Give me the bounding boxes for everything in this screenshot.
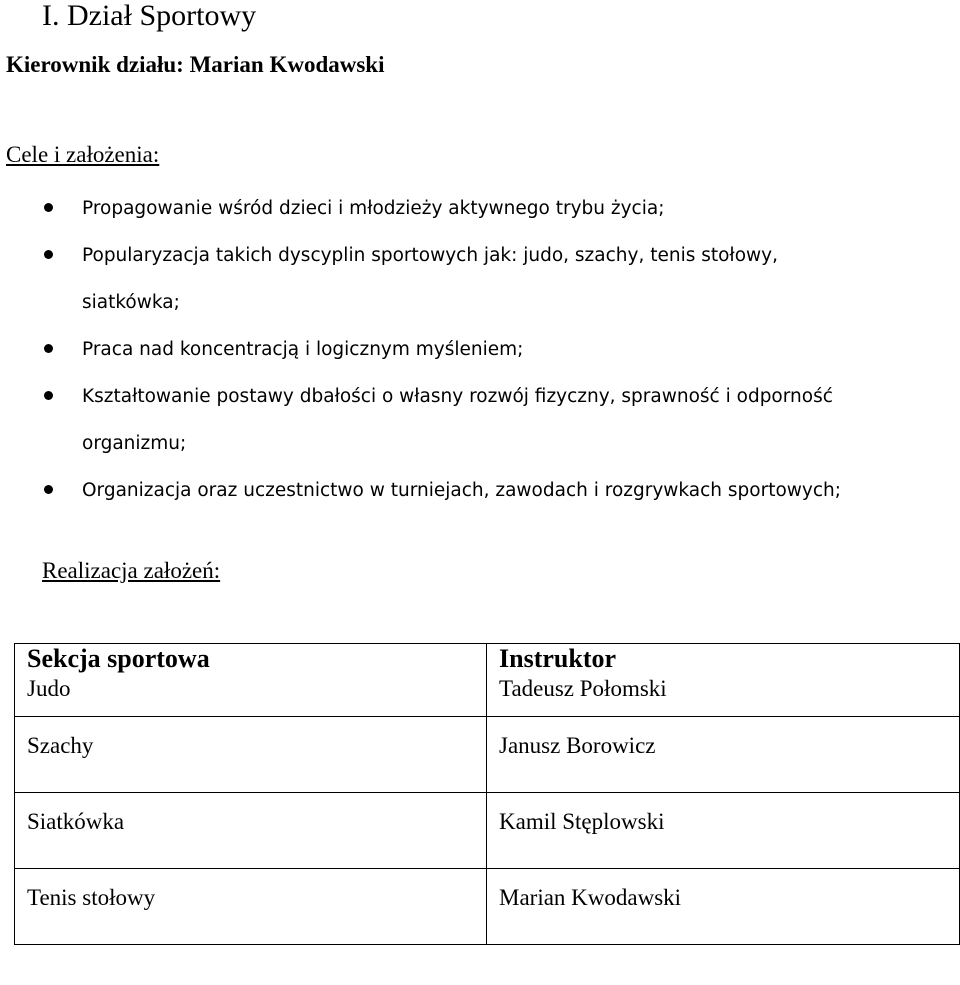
bullet-icon [44, 391, 53, 400]
table-cell [487, 793, 960, 869]
list-item [0, 232, 960, 326]
list-item-text: Praca nad koncentracją i logicznym myśleniem; [82, 339, 524, 360]
table-cell [15, 869, 487, 945]
list-item-text: Propagowanie wśród dzieci i młodzieży aktywnego trybu życia; [82, 198, 665, 219]
list-item-text: Organizacja oraz uczestnictwo w turniejach, zawodach i rozgrywkach sportowych; [82, 480, 841, 501]
table-cell [15, 717, 487, 793]
section-name: Tenis stołowy [27, 885, 156, 910]
list-item [0, 185, 960, 232]
bullet-icon [44, 344, 53, 353]
section-name: Szachy [27, 733, 94, 758]
list-item [0, 373, 960, 467]
column-header-section: Sekcja sportowa [27, 644, 210, 673]
table-cell [15, 644, 487, 717]
list-item-text: Popularyzacja takich dyscyplin sportowych jak: judo, szachy, tenis stołowy, [82, 245, 778, 266]
page-title: I. Dział Sportowy [42, 0, 257, 32]
bullet-icon [44, 203, 53, 212]
list-item-text-continued: siatkówka; [82, 292, 180, 313]
table-row [15, 644, 960, 717]
list-item-text: Kształtowanie postawy dbałości o własny rozwój fizyczny, sprawność i odporność [82, 386, 833, 407]
sections-table [14, 643, 960, 945]
department-manager: Kierownik działu: Marian Kwodawski [6, 52, 385, 77]
table-row [15, 793, 960, 869]
instructor-name: Tadeusz Połomski [499, 676, 667, 701]
table-row [15, 869, 960, 945]
section-name: Judo [27, 676, 71, 701]
goals-heading: Cele i założenia: [6, 142, 160, 167]
list-item [0, 467, 960, 514]
list-item [0, 326, 960, 373]
instructor-name: Janusz Borowicz [499, 733, 656, 758]
table-cell [15, 793, 487, 869]
goals-list [0, 185, 960, 514]
section-name: Siatkówka [27, 809, 125, 834]
table-row [15, 717, 960, 793]
realization-heading: Realizacja założeń: [42, 558, 221, 583]
bullet-icon [44, 250, 53, 259]
table-cell [487, 644, 960, 717]
table-cell [487, 717, 960, 793]
list-item-text-continued: organizmu; [82, 433, 187, 454]
bullet-icon [44, 485, 53, 494]
instructor-name: Kamil Stęplowski [499, 809, 665, 834]
instructor-name: Marian Kwodawski [499, 885, 682, 910]
table-cell [487, 869, 960, 945]
column-header-instructor: Instruktor [499, 644, 617, 673]
